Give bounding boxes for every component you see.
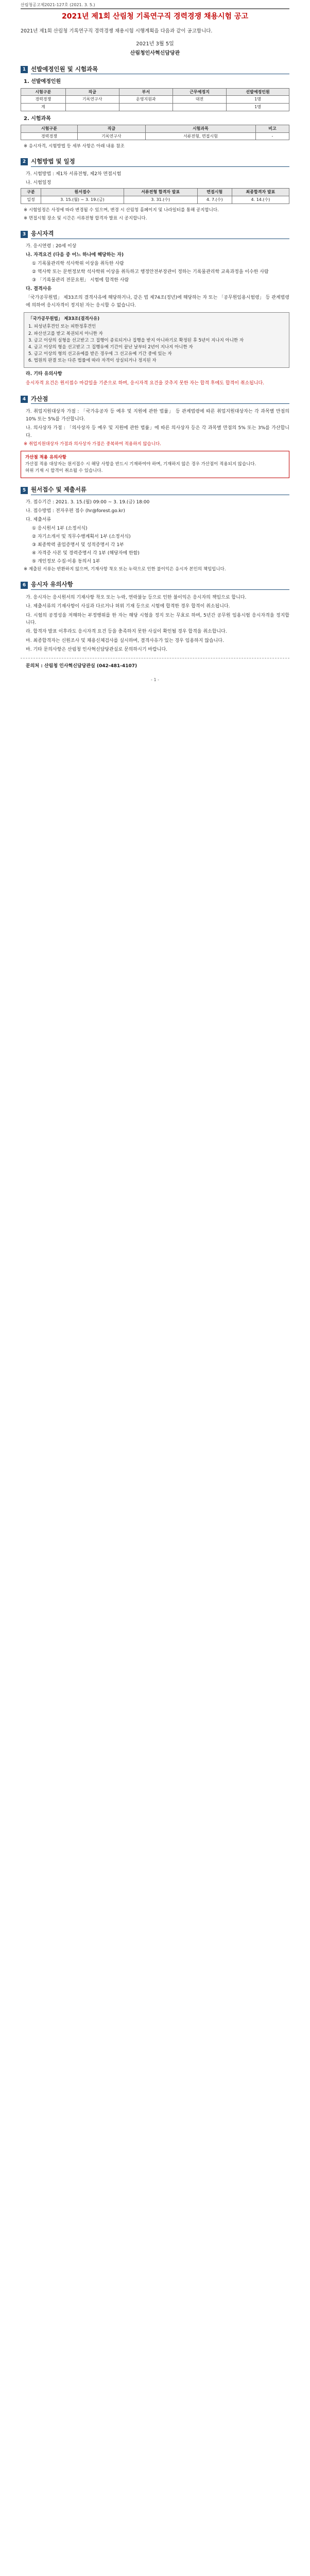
- list-item: 다. 제출서류: [26, 517, 51, 522]
- table-header-cell: 선발예정인원: [227, 88, 289, 96]
- subsection-title: 1. 선발예정인원: [24, 79, 61, 85]
- paragraph: 가. 취업지원대상자 가점 : 「국가유공자 등 예우 및 지원에 관한 법률」 등 관계법령에 따른 취업지원대상자는 각 과목별 만점의 10% 또는 5%를 가산합니다.: [26, 409, 289, 422]
- section-number: 3: [21, 231, 28, 238]
- note-text: ※ 응시자격, 시험방법 등 세부 사항은 아래 내용 참조: [24, 144, 125, 149]
- disqualification-box: [24, 312, 289, 368]
- table-cell: 1명: [227, 96, 289, 104]
- list-item: 가. 시험방법 : 제1차 서류전형, 제2차 면접시험: [26, 171, 122, 177]
- list-item: ④ 자격증 사본 및 경력증명서 각 1부 (해당자에 한함): [32, 550, 140, 556]
- table-header-cell: 원서접수: [41, 189, 124, 196]
- table-cell: 4. 7.(수): [197, 196, 232, 204]
- announce-org: 산림청인사혁신담당관: [130, 50, 180, 57]
- table-header-cell: 시험구분: [21, 88, 66, 96]
- list-item: 나. 자격요건 (다음 중 어느 하나에 해당하는 자): [26, 252, 124, 258]
- box-line: 6. 법원의 판결 또는 다른 법률에 따라 자격이 상실되거나 정지된 자: [28, 358, 157, 364]
- document-page: [0, 0, 310, 699]
- table-cell: 기록연구사: [65, 96, 119, 104]
- table-cell: 경력경쟁: [21, 132, 78, 140]
- list-item: 라. 기타 유의사항: [26, 371, 62, 377]
- table-total-row: [21, 103, 289, 111]
- section-number: 6: [21, 582, 28, 589]
- subjects-table: [21, 125, 289, 140]
- table-row: [21, 96, 289, 104]
- doc-number: 산림청공고제2021-127호 (2021. 3. 5.): [21, 3, 95, 7]
- list-item: ③ 「기록물관리 전문요원」 시험에 합격한 사람: [32, 277, 129, 283]
- note-text: ※ 취업지원대상자 가점과 의사상자 가점은 중복하여 적용하지 않습니다.: [24, 442, 161, 447]
- table-cell: -: [255, 132, 289, 140]
- table-header-cell: 근무예정지: [173, 88, 226, 96]
- note-text: ※ 면접시험 장소 및 시간은 서류전형 합격자 발표 시 공지합니다.: [24, 216, 147, 222]
- paragraph: 마. 최종합격자는 신원조사 및 채용신체검사를 실시하며, 결격사유가 있는 경우 임용하지 않습니다.: [26, 638, 224, 643]
- paragraph: 나. 제출서류의 기재사항이 사실과 다르거나 허위 기재 등으로 시험에 합격한 경우 합격이 취소됩니다.: [26, 604, 230, 609]
- box-line: 1. 피성년후견인 또는 피한정후견인: [28, 324, 96, 330]
- list-item: 나. 접수방법 : 전자우편 접수 (hr@forest.go.kr): [26, 508, 125, 514]
- table-cell: [119, 103, 173, 111]
- section-3-heading: [21, 229, 289, 239]
- list-item: ② 자기소개서 및 직무수행계획서 1부 (소정서식): [32, 534, 131, 539]
- section-title: 가산점: [31, 395, 289, 404]
- list-item: ③ 최종학력 졸업증명서 및 성적증명서 각 1부: [32, 542, 124, 548]
- box-line: 3. 금고 이상의 실형을 선고받고 그 집행이 종료되거나 집행을 받지 아니하기로 확정된 후 5년이 지나지 아니한 자: [28, 337, 244, 343]
- section-number: 5: [21, 487, 28, 494]
- box-title: 가산점 적용 유의사항: [25, 454, 66, 460]
- paragraph: 응시자격 요건은 원서접수 마감일을 기준으로 하며, 응시자격 요건을 갖추지 못한 자는 합격 후에도 합격이 취소됩니다.: [26, 381, 265, 386]
- table-row: [21, 196, 289, 204]
- table-header-cell: 구분: [21, 189, 41, 196]
- list-item: 나. 시험일정: [26, 180, 51, 185]
- paragraph: 나. 의사상자 가점 : 「의사상자 등 예우 및 지원에 관한 법률」에 따른 의사상자 등은 각 과목별 만점의 5% 또는 3%를 가산합니다.: [26, 426, 289, 438]
- positions-table: [21, 88, 289, 111]
- list-item: ① 응시원서 1부 (소정서식): [32, 526, 88, 531]
- table-cell: 서류전형, 면접시험: [145, 132, 255, 140]
- table-cell: 기록연구사: [77, 132, 145, 140]
- box-title: 「국가공무원법」 제33조(결격사유): [28, 316, 100, 322]
- list-item: ① 기록물관리학 석사학위 이상을 취득한 사람: [32, 261, 124, 266]
- paragraph: 가. 응시자는 응시원서의 기재사항 착오 또는 누락, 연락불능 등으로 인한 불이익은 응시자의 책임으로 합니다.: [26, 595, 247, 600]
- schedule-table: [21, 188, 289, 204]
- list-item: 가. 응시연령 : 20세 이상: [26, 243, 77, 249]
- list-item: 가. 접수기간 : 2021. 3. 15.(월) 09:00 ~ 3. 19.(금) 18:00: [26, 499, 150, 505]
- table-header-cell: 시험과목: [145, 125, 255, 133]
- paragraph: 바. 기타 문의사항은 산림청 인사혁신담당관실로 문의하시기 바랍니다.: [26, 647, 168, 653]
- table-cell: 3. 31.(수): [124, 196, 197, 204]
- list-item: 다. 결격사유: [26, 286, 52, 292]
- table-header-cell: 최종합격자 발표: [232, 189, 289, 196]
- table-cell: 4. 14.(수): [232, 196, 289, 204]
- section-title: 시험방법 및 일정: [31, 157, 289, 167]
- box-line: 허위 기재 시 합격이 취소될 수 있습니다.: [25, 468, 103, 474]
- section-title: 선발예정인원 및 시험과목: [31, 65, 289, 75]
- section-4-heading: [21, 395, 289, 404]
- note-text: ※ 제출된 서류는 반환하지 않으며, 기재사항 착오 또는 누락으로 인한 불이익은 응시자 본인의 책임입니다.: [24, 567, 226, 572]
- table-header-cell: 면접시험: [197, 189, 232, 196]
- section-1-heading: [21, 65, 289, 75]
- list-item: ② 역사학 또는 문헌정보학 석사학위 이상을 취득하고 행정안전부장관이 정하는 기록물관리학 교육과정을 이수한 사람: [32, 269, 269, 275]
- paragraph: 다. 시험의 공정성을 저해하는 부정행위를 한 자는 해당 시험을 정지 또는 무효로 하며, 5년간 공무원 임용시험 응시자격을 정지합니다.: [26, 613, 289, 626]
- table-cell: 경력경쟁: [21, 96, 66, 104]
- table-cell: 운영지원과: [119, 96, 173, 104]
- table-header-cell: 비고: [255, 125, 289, 133]
- table-header-row: [21, 189, 289, 196]
- table-header-cell: 부서: [119, 88, 173, 96]
- table-cell: 3. 15.(월) ~ 3. 19.(금): [41, 196, 124, 204]
- bonus-warning-box: [21, 451, 289, 479]
- section-5-heading: [21, 485, 289, 495]
- announce-date: 2021년 3월 5일: [136, 41, 174, 47]
- section-title: 원서접수 및 제출서류: [31, 485, 289, 495]
- table-header-cell: 서류전형 합격자 발표: [124, 189, 197, 196]
- section-title: 응시자격: [31, 229, 289, 239]
- doc-title: 2021년 제1회 산림청 기록연구직 경력경쟁 채용시험 공고: [21, 8, 289, 26]
- note-text: ※ 시험일정은 사정에 따라 변경될 수 있으며, 변경 시 산림청 홈페이지 및 나라일터를 통해 공지합니다.: [24, 207, 219, 213]
- box-line: 5. 금고 이상의 형의 선고유예를 받은 경우에 그 선고유예 기간 중에 있는 자: [28, 351, 172, 357]
- table-row: [21, 132, 289, 140]
- section-number: 4: [21, 396, 28, 403]
- page-number: - 1 -: [151, 677, 159, 682]
- box-line: 가산점 적용 대상자는 원서접수 시 해당 사항을 반드시 기재하여야 하며, 기재하지 않은 경우 가산점이 적용되지 않습니다.: [25, 461, 256, 467]
- section-number: 1: [21, 66, 28, 73]
- paragraph: 라. 합격자 발표 이후라도 응시자격 요건 등을 충족하지 못한 사실이 확인될 경우 합격을 취소합니다.: [26, 629, 227, 635]
- intro-text: 2021년 제1회 산림청 기록연구직 경력경쟁 채용시험 시행계획을 다음과 같이 공고합니다.: [21, 28, 213, 35]
- section-number: 2: [21, 158, 28, 165]
- section-6-heading: [21, 580, 289, 590]
- table-header-row: [21, 125, 289, 133]
- subsection-title: 2. 시험과목: [24, 115, 51, 122]
- table-cell: 대전: [173, 96, 226, 104]
- table-header-cell: 시험구분: [21, 125, 78, 133]
- table-cell: 1명: [227, 103, 289, 111]
- box-line: 2. 파산선고를 받고 복권되지 아니한 자: [28, 331, 103, 336]
- box-line: 4. 금고 이상의 형을 선고받고 그 집행유예 기간이 끝난 날부터 2년이 지나지 아니한 자: [28, 344, 193, 350]
- table-cell: [65, 103, 119, 111]
- table-cell: 계: [21, 103, 66, 111]
- table-header-cell: 직급: [77, 125, 145, 133]
- contact-info: 문의처 : 산림청 인사혁신담당관실 (042-481-4107): [26, 663, 137, 669]
- table-cell: [173, 103, 226, 111]
- table-cell: 일정: [21, 196, 41, 204]
- table-header-cell: 직급: [65, 88, 119, 96]
- list-item: ⑤ 개인정보 수집·이용 동의서 1부: [32, 558, 100, 564]
- section-title: 응시자 유의사항: [31, 580, 289, 590]
- section-2-heading: [21, 157, 289, 167]
- table-header-row: [21, 88, 289, 96]
- paragraph: 「국가공무원법」 제33조의 결격사유에 해당하거나, 같은 법 제74조(정년)에 해당하는 자 또는 「공무원임용시험령」 등 관계법령에 의하여 응시자격이 정지된 자는 응시할 수 없습니다.: [26, 295, 289, 308]
